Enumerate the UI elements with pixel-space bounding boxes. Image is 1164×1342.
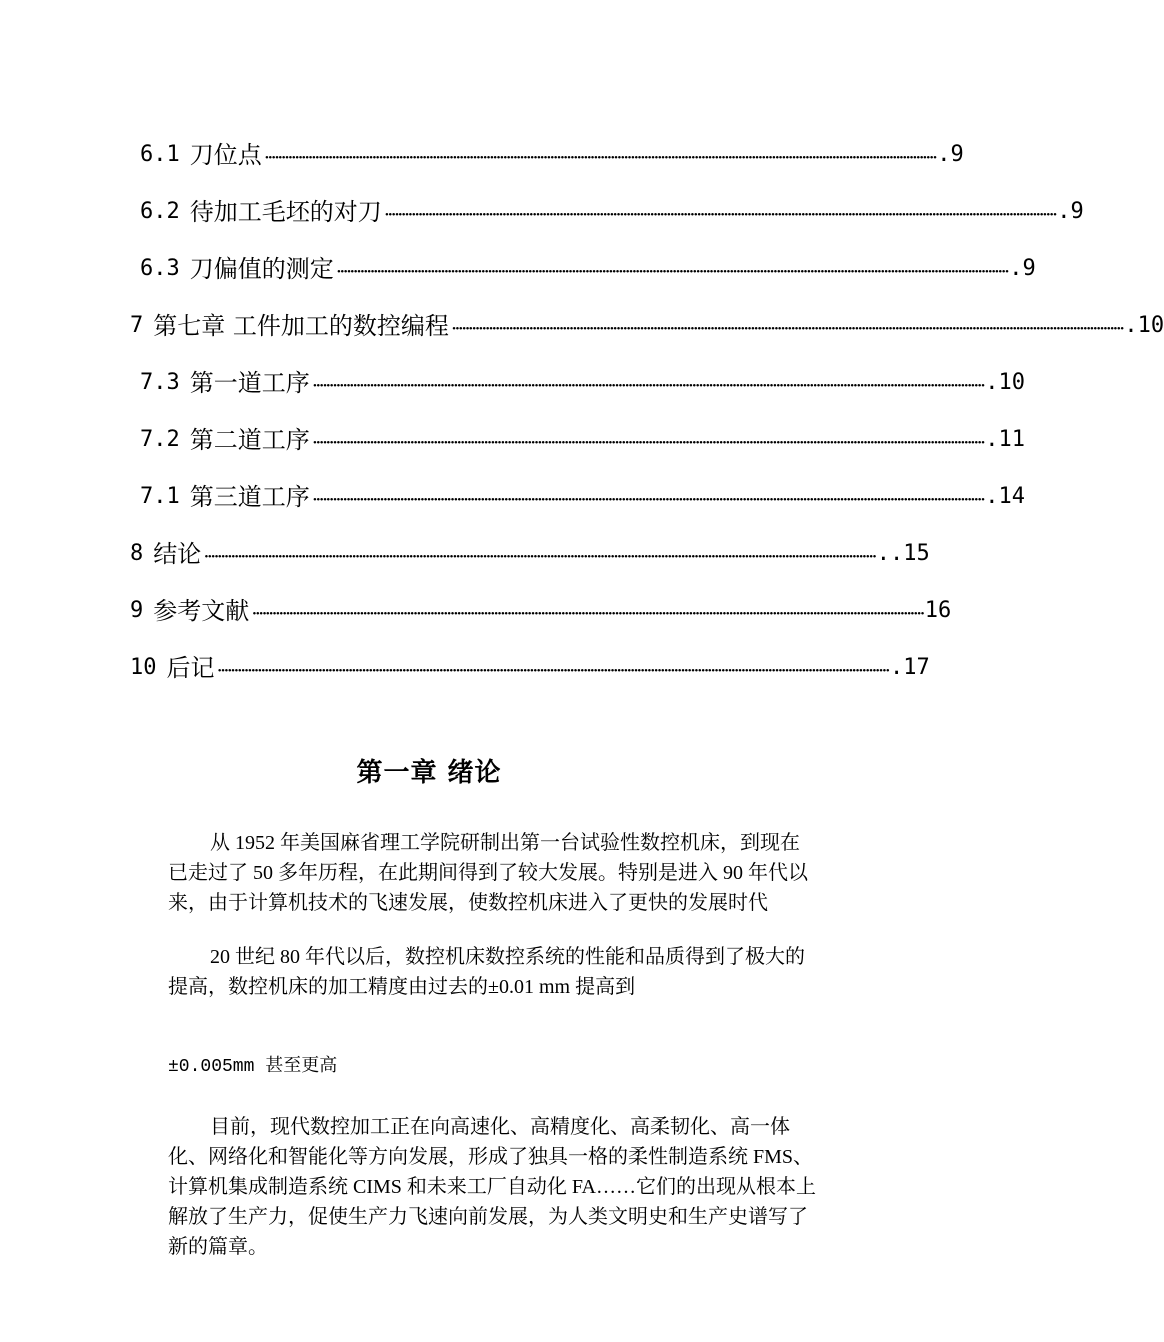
- toc-entry-number: 10: [130, 655, 157, 680]
- toc-entry-title: 第三道工序: [189, 483, 310, 511]
- toc-dot-leader: ········································································································································································································: [450, 316, 1123, 340]
- toc-entry-number: 7.2: [140, 427, 180, 452]
- toc-entry-page: .14: [985, 484, 1025, 509]
- paragraph-3: ±0.005mm 甚至更高: [168, 1057, 338, 1077]
- toc-entry-page: .9: [1057, 199, 1084, 224]
- chapter-title: 第一章 绪论: [356, 758, 502, 788]
- toc-entry[interactable]: [130, 643, 930, 683]
- toc-entry-page: .11: [985, 427, 1025, 452]
- toc-entry-title: 后记: [166, 654, 215, 682]
- toc-entry-title: 第二道工序: [189, 426, 310, 454]
- toc-entry-number: 6.2: [140, 199, 180, 224]
- toc-dot-leader: ········································································································································································································: [203, 544, 875, 568]
- toc-entry-number: 7.1: [140, 484, 180, 509]
- toc-entry-title: 第一道工序: [189, 369, 310, 397]
- toc-entry-number: 7.3: [140, 370, 180, 395]
- paragraph-4: 目前，现代数控加工正在向高速化、高精度化、高柔韧化、高一体化、网络化和智能化等方向发展，形成了独具一格的柔性制造系统 FMS、计算机集成制造系统 CIMS 和未来工厂自动化 FA……它们的出现从根本上解放了生产力，促使生产力飞速向前发展，为人类文明史和生产史谱写了新的篇章。: [168, 1116, 816, 1258]
- toc-entry-page: .10: [1124, 313, 1164, 338]
- toc-entry-page: .9: [937, 142, 964, 167]
- toc-dot-leader: ········································································································································································································: [251, 601, 923, 625]
- toc-dot-leader: ········································································································································································································: [311, 487, 984, 511]
- toc-entry-title: 参考文献: [153, 597, 250, 625]
- toc-dot-leader: ········································································································································································································: [263, 145, 936, 169]
- toc-entry-number: 6.3: [140, 256, 180, 281]
- toc-entry-page: ..15: [876, 541, 930, 566]
- toc-entry-title: 刀偏值的测定: [189, 255, 334, 283]
- toc-entry[interactable]: [140, 130, 964, 170]
- toc-dot-leader: ········································································································································································································: [311, 373, 984, 397]
- paragraph-2: 20 世纪 80 年代以后，数控机床数控系统的性能和品质得到了极大的提高，数控机床的加工精度由过去的±0.01 mm 提高到: [168, 946, 805, 998]
- toc-entry-page: .9: [1009, 256, 1036, 281]
- toc-entry[interactable]: [140, 358, 1025, 398]
- toc-entry-page: 16: [924, 598, 952, 623]
- toc-dot-leader: ········································································································································································································: [335, 259, 1008, 283]
- toc-entry-number: 7: [130, 313, 144, 338]
- toc-entry-number: 8: [130, 541, 144, 566]
- toc-entry[interactable]: [140, 415, 1025, 455]
- toc-entry-title: 刀位点: [189, 141, 262, 169]
- toc-entry-title: 结论: [153, 540, 202, 568]
- toc-entry[interactable]: [140, 472, 1025, 512]
- toc-dot-leader: ········································································································································································································: [383, 202, 1056, 226]
- toc-entry[interactable]: [140, 244, 1036, 284]
- toc-entry-page: .17: [889, 655, 930, 680]
- toc-entry[interactable]: [130, 301, 1164, 341]
- toc-entry[interactable]: [130, 529, 930, 569]
- toc-entry[interactable]: [140, 187, 1084, 227]
- toc-entry-page: .10: [985, 370, 1025, 395]
- toc-entry[interactable]: [130, 586, 952, 626]
- toc-dot-leader: ········································································································································································································: [216, 658, 888, 682]
- toc-dot-leader: ········································································································································································································: [311, 430, 984, 454]
- toc-entry-title: 第七章 工件加工的数控编程: [153, 312, 449, 340]
- toc-entry-title: 待加工毛坯的对刀: [189, 198, 382, 226]
- toc-entry-number: 6.1: [140, 142, 180, 167]
- toc-entry-number: 9: [130, 598, 144, 623]
- paragraph-1: 从 1952 年美国麻省理工学院研制出第一台试验性数控机床，到现在已走过了 50 多年历程，在此期间得到了较大发展。特别是进入 90 年代以来，由于计算机技术的飞速发展，使数控机床进入了更快的发展时代: [168, 832, 808, 914]
